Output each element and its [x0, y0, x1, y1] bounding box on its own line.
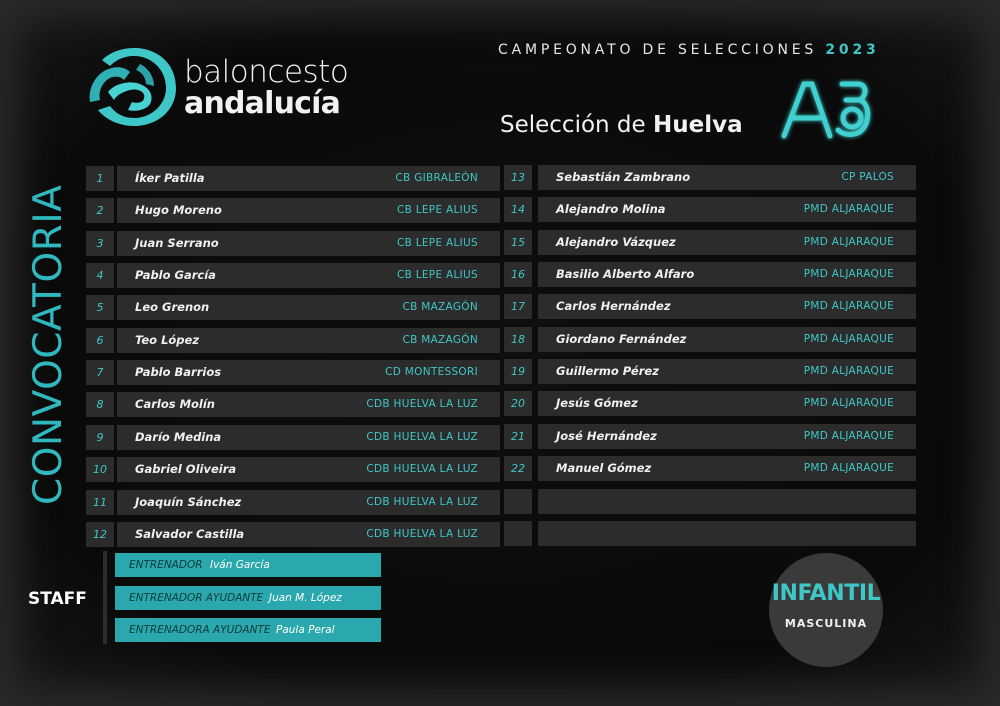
player-name: Leo Grenon	[135, 300, 210, 314]
player-club: CB MAZAGÓN	[402, 334, 478, 346]
player-bar	[117, 231, 500, 256]
player-row	[504, 262, 916, 287]
category-level: INFANTIL	[771, 581, 881, 606]
player-number: 20	[504, 391, 532, 416]
player-number: 16	[504, 262, 532, 287]
player-name: Teo López	[135, 333, 200, 347]
player-row	[86, 522, 500, 547]
staff-role: ENTRENADORA AYUDANTE	[129, 624, 271, 636]
player-row	[504, 521, 916, 546]
player-bar	[117, 425, 500, 450]
basketball-logo-icon	[84, 44, 180, 130]
player-name: Carlos Molín	[135, 397, 215, 411]
staff-role: ENTRENADOR AYUDANTE	[129, 592, 264, 604]
player-bar	[538, 197, 916, 222]
player-club: CDB HUELVA LA LUZ	[366, 431, 478, 443]
championship-text: CAMPEONATO DE SELECCIONES	[498, 42, 818, 58]
player-name: Guillermo Pérez	[556, 364, 659, 378]
brand-line1: baloncesto	[184, 54, 349, 90]
staff-name: Paula Peral	[276, 624, 335, 636]
player-number: 8	[86, 392, 114, 417]
player-bar	[538, 294, 916, 319]
player-number: 10	[86, 457, 114, 482]
player-bar	[117, 295, 500, 320]
player-row	[86, 392, 500, 417]
staff-name: Iván García	[210, 559, 270, 571]
player-bar	[117, 457, 500, 482]
player-name: Sebastián Zambrano	[556, 170, 691, 184]
player-name: José Hernández	[556, 429, 657, 443]
player-bar	[538, 521, 916, 546]
player-number: 6	[86, 328, 114, 353]
player-bar	[117, 328, 500, 353]
selection-prefix: Selección de	[500, 112, 646, 138]
player-number: 22	[504, 456, 532, 481]
player-name: Hugo Moreno	[135, 203, 222, 217]
category-badge	[769, 553, 883, 667]
player-row	[86, 490, 500, 515]
player-number: 15	[504, 230, 532, 255]
player-bar	[117, 166, 500, 191]
player-row	[86, 457, 500, 482]
player-name: Giordano Fernández	[556, 332, 687, 346]
player-row	[86, 360, 500, 385]
player-number: 21	[504, 424, 532, 449]
player-number	[504, 521, 532, 546]
player-bar	[117, 360, 500, 385]
player-club: PMD ALJARAQUE	[803, 300, 894, 312]
staff-row-assistant	[115, 586, 381, 610]
player-club: CDB HUELVA LA LUZ	[366, 528, 478, 540]
player-bar	[538, 230, 916, 255]
staff-role: ENTRENADOR	[129, 559, 203, 571]
player-club: PMD ALJARAQUE	[803, 462, 894, 474]
selection-name: Huelva	[653, 112, 743, 138]
player-club: CDB HUELVA LA LUZ	[366, 463, 478, 475]
player-bar	[538, 359, 916, 384]
player-row	[86, 166, 500, 191]
player-number: 7	[86, 360, 114, 385]
player-row	[86, 295, 500, 320]
player-club: CB LEPE ALIUS	[396, 269, 478, 281]
player-club: PMD ALJARAQUE	[803, 236, 894, 248]
player-row	[504, 230, 916, 255]
player-row	[504, 165, 916, 190]
player-number: 4	[86, 263, 114, 288]
player-club: CP PALOS	[841, 171, 894, 183]
a8-emblem-icon	[776, 74, 876, 144]
player-bar	[538, 391, 916, 416]
player-bar	[117, 490, 500, 515]
player-row	[504, 294, 916, 319]
player-number: 1	[86, 166, 114, 191]
player-number: 3	[86, 231, 114, 256]
player-club: PMD ALJARAQUE	[803, 268, 894, 280]
player-club: CD MONTESSORI	[385, 366, 478, 378]
player-club: CDB HUELVA LA LUZ	[366, 496, 478, 508]
player-club: PMD ALJARAQUE	[803, 365, 894, 377]
player-number: 18	[504, 327, 532, 352]
player-name: Darío Medina	[135, 430, 222, 444]
player-number: 9	[86, 425, 114, 450]
player-number: 17	[504, 294, 532, 319]
player-bar	[538, 424, 916, 449]
player-bar	[117, 263, 500, 288]
player-row	[86, 328, 500, 353]
player-club: PMD ALJARAQUE	[803, 333, 894, 345]
player-name: Pablo García	[135, 268, 216, 282]
player-number: 5	[86, 295, 114, 320]
player-bar	[538, 327, 916, 352]
player-row	[504, 391, 916, 416]
player-name: Joaquín Sánchez	[135, 495, 242, 509]
player-name: Pablo Barrios	[135, 365, 222, 379]
brand-line2: andalucía	[184, 86, 341, 121]
player-row	[504, 489, 916, 514]
player-name: Íker Patilla	[135, 171, 205, 185]
player-club: CB MAZAGÓN	[402, 301, 478, 313]
player-number: 11	[86, 490, 114, 515]
staff-label: STAFF	[28, 589, 87, 609]
player-club: CB LEPE ALIUS	[396, 204, 478, 216]
player-club: CB LEPE ALIUS	[396, 237, 478, 249]
player-row	[86, 425, 500, 450]
player-name: Alejandro Molina	[556, 202, 666, 216]
player-bar	[538, 165, 916, 190]
player-bar	[117, 522, 500, 547]
player-row	[504, 456, 916, 481]
player-number	[504, 489, 532, 514]
player-club: CDB HUELVA LA LUZ	[366, 398, 478, 410]
player-row	[504, 327, 916, 352]
player-number: 14	[504, 197, 532, 222]
player-name: Gabriel Oliveira	[135, 462, 237, 476]
player-name: Manuel Gómez	[556, 461, 652, 475]
brand-logo	[84, 44, 349, 130]
player-row	[86, 231, 500, 256]
player-row	[504, 197, 916, 222]
player-name: Jesús Gómez	[556, 396, 638, 410]
player-row	[504, 359, 916, 384]
staff-row-coach	[115, 553, 381, 577]
championship-year: 2023	[825, 42, 880, 58]
player-club: PMD ALJARAQUE	[803, 397, 894, 409]
player-bar	[117, 392, 500, 417]
player-name: Juan Serrano	[135, 236, 219, 250]
category-gender: MASCULINA	[784, 617, 868, 630]
player-number: 13	[504, 165, 532, 190]
player-bar	[538, 262, 916, 287]
player-bar	[538, 456, 916, 481]
player-row	[504, 424, 916, 449]
player-bar	[538, 489, 916, 514]
player-name: Carlos Hernández	[556, 299, 671, 313]
player-row	[86, 198, 500, 223]
player-club: CB GIBRALEÓN	[395, 172, 478, 184]
player-number: 12	[86, 522, 114, 547]
championship-title	[498, 42, 880, 58]
player-club: PMD ALJARAQUE	[803, 430, 894, 442]
player-number: 2	[86, 198, 114, 223]
staff-name: Juan M. López	[269, 592, 342, 604]
staff-row-assistant-2	[115, 618, 381, 642]
player-bar	[117, 198, 500, 223]
player-row	[86, 263, 500, 288]
player-name: Salvador Castilla	[135, 527, 245, 541]
player-club: PMD ALJARAQUE	[803, 203, 894, 215]
selection-title	[500, 112, 743, 138]
convocatoria-title: CONVOCATORIA	[26, 184, 71, 505]
player-name: Alejandro Vázquez	[556, 235, 676, 249]
staff-divider	[103, 551, 107, 644]
player-name: Basilio Alberto Alfaro	[556, 267, 695, 281]
player-number: 19	[504, 359, 532, 384]
